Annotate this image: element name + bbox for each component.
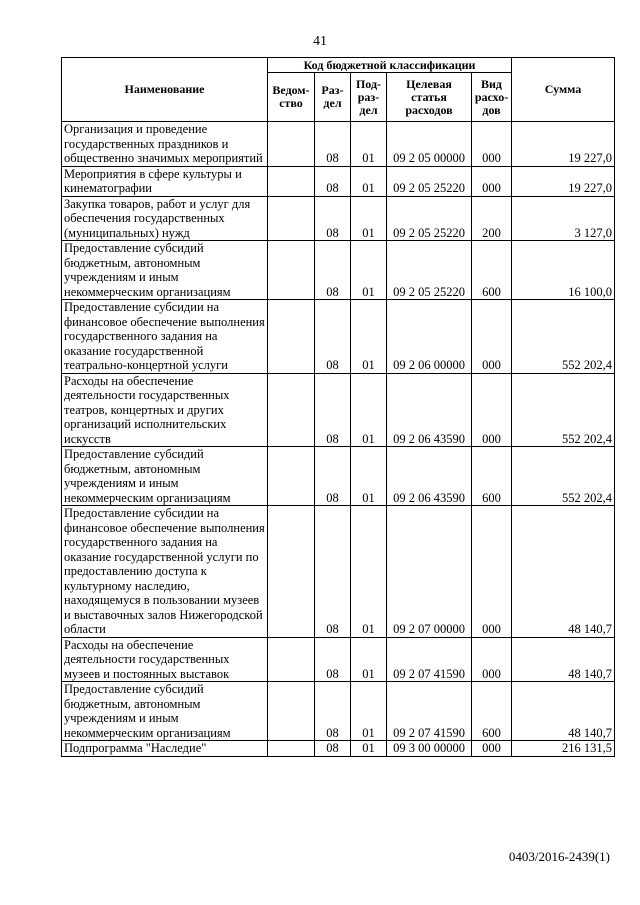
row-type: 600 bbox=[472, 682, 512, 741]
row-section: 08 bbox=[315, 166, 351, 196]
row-subsection: 01 bbox=[351, 122, 387, 167]
row-subsection: 01 bbox=[351, 300, 387, 374]
row-target: 09 2 05 25220 bbox=[387, 241, 472, 300]
row-subsection: 01 bbox=[351, 166, 387, 196]
row-name: Предоставление субсидии на финансовое обеспечение выполнения государственного задания на оказание государственной театрально-концертной услуги bbox=[62, 300, 268, 374]
row-type: 600 bbox=[472, 241, 512, 300]
row-department bbox=[268, 122, 315, 167]
table-row bbox=[62, 682, 615, 741]
row-type: 000 bbox=[472, 122, 512, 167]
row-name: Расходы на обеспечение деятельности государственных музеев и постоянных выставок bbox=[62, 637, 268, 682]
row-name: Предоставление субсидии на финансовое обеспечение выполнения государственного задания на оказание государственной услуги по предоставлению доступа к культурному наследию, находящемуся в пользовании музеев и выставочных залов Нижегородской области bbox=[62, 506, 268, 638]
row-name: Предоставление субсидий бюджетным, автономным учреждениям и иным некоммерческим организациям bbox=[62, 447, 268, 506]
table-row bbox=[62, 741, 615, 757]
row-target: 09 2 07 00000 bbox=[387, 506, 472, 638]
row-type: 600 bbox=[472, 447, 512, 506]
row-subsection: 01 bbox=[351, 447, 387, 506]
row-target: 09 2 07 41590 bbox=[387, 637, 472, 682]
row-sum: 552 202,4 bbox=[512, 447, 615, 506]
table-row bbox=[62, 637, 615, 682]
row-section: 08 bbox=[315, 373, 351, 447]
row-type: 000 bbox=[472, 166, 512, 196]
table-row bbox=[62, 122, 615, 167]
row-sum: 216 131,5 bbox=[512, 741, 615, 757]
row-name: Мероприятия в сфере культуры и кинематографии bbox=[62, 166, 268, 196]
row-section: 08 bbox=[315, 741, 351, 757]
document-code: 0403/2016-2439(1) bbox=[508, 849, 610, 864]
row-section: 08 bbox=[315, 682, 351, 741]
row-sum: 3 127,0 bbox=[512, 196, 615, 241]
row-section: 08 bbox=[315, 637, 351, 682]
row-section: 08 bbox=[315, 122, 351, 167]
row-department bbox=[268, 447, 315, 506]
row-subsection: 01 bbox=[351, 196, 387, 241]
row-target: 09 2 05 00000 bbox=[387, 122, 472, 167]
row-target: 09 2 06 00000 bbox=[387, 300, 472, 374]
header-sum: Сумма bbox=[512, 58, 615, 122]
table-row bbox=[62, 241, 615, 300]
table-row bbox=[62, 166, 615, 196]
row-section: 08 bbox=[315, 196, 351, 241]
row-subsection: 01 bbox=[351, 506, 387, 638]
row-target: 09 2 06 43590 bbox=[387, 373, 472, 447]
row-department bbox=[268, 637, 315, 682]
row-subsection: 01 bbox=[351, 373, 387, 447]
table-row bbox=[62, 196, 615, 241]
row-target: 09 2 07 41590 bbox=[387, 682, 472, 741]
row-sum: 19 227,0 bbox=[512, 122, 615, 167]
header-target: Целевая статья расходов bbox=[387, 73, 472, 122]
row-target: 09 3 00 00000 bbox=[387, 741, 472, 757]
row-target: 09 2 05 25220 bbox=[387, 196, 472, 241]
row-sum: 48 140,7 bbox=[512, 506, 615, 638]
row-type: 000 bbox=[472, 741, 512, 757]
row-type: 000 bbox=[472, 506, 512, 638]
header-row bbox=[62, 58, 615, 73]
header-classification-group: Код бюджетной классификации bbox=[268, 58, 512, 73]
row-name: Организация и проведение государственных праздников и общественно значимых мероприятий bbox=[62, 122, 268, 167]
row-sum: 552 202,4 bbox=[512, 300, 615, 374]
row-name: Предоставление субсидий бюджетным, автономным учреждениям и иным некоммерческим организациям bbox=[62, 682, 268, 741]
row-subsection: 01 bbox=[351, 637, 387, 682]
row-target: 09 2 05 25220 bbox=[387, 166, 472, 196]
row-department bbox=[268, 682, 315, 741]
row-section: 08 bbox=[315, 241, 351, 300]
row-type: 000 bbox=[472, 300, 512, 374]
row-name: Закупка товаров, работ и услуг для обеспечения государственных (муниципальных) нужд bbox=[62, 196, 268, 241]
header-type: Вид расхо-дов bbox=[472, 73, 512, 122]
row-department bbox=[268, 300, 315, 374]
row-name: Подпрограмма "Наследие" bbox=[62, 741, 268, 757]
row-type: 000 bbox=[472, 373, 512, 447]
table-row bbox=[62, 373, 615, 447]
table-row bbox=[62, 447, 615, 506]
header-department: Ведом-ство bbox=[268, 73, 315, 122]
row-sum: 48 140,7 bbox=[512, 682, 615, 741]
row-target: 09 2 06 43590 bbox=[387, 447, 472, 506]
row-subsection: 01 bbox=[351, 682, 387, 741]
row-sum: 48 140,7 bbox=[512, 637, 615, 682]
row-department bbox=[268, 241, 315, 300]
budget-table bbox=[61, 57, 615, 757]
row-department bbox=[268, 741, 315, 757]
row-department bbox=[268, 373, 315, 447]
header-section: Раз-дел bbox=[315, 73, 351, 122]
row-name: Предоставление субсидий бюджетным, автономным учреждениям и иным некоммерческим организациям bbox=[62, 241, 268, 300]
row-section: 08 bbox=[315, 300, 351, 374]
row-subsection: 01 bbox=[351, 241, 387, 300]
row-section: 08 bbox=[315, 506, 351, 638]
row-section: 08 bbox=[315, 447, 351, 506]
row-type: 000 bbox=[472, 637, 512, 682]
row-name: Расходы на обеспечение деятельности государственных театров, концертных и других организаций исполнительских искусств bbox=[62, 373, 268, 447]
row-department bbox=[268, 196, 315, 241]
table-row bbox=[62, 506, 615, 638]
row-department bbox=[268, 506, 315, 638]
page-number: 41 bbox=[313, 34, 327, 49]
row-subsection: 01 bbox=[351, 741, 387, 757]
row-sum: 552 202,4 bbox=[512, 373, 615, 447]
row-sum: 16 100,0 bbox=[512, 241, 615, 300]
row-sum: 19 227,0 bbox=[512, 166, 615, 196]
row-type: 200 bbox=[472, 196, 512, 241]
row-department bbox=[268, 166, 315, 196]
header-subsection: Под-раз-дел bbox=[351, 73, 387, 122]
header-name: Наименование bbox=[62, 58, 268, 122]
table-row bbox=[62, 300, 615, 374]
